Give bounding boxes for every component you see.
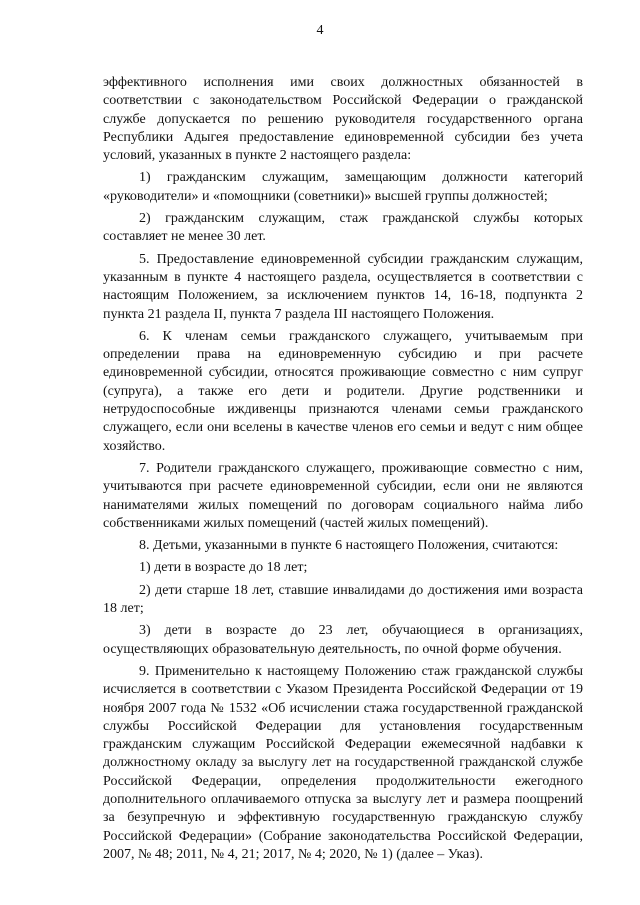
paragraph-item-9: 9. Применительно к настоящему Положению стаж гражданской службы исчисляется в соответствии с Указом Президента Российской Федерации от 19 ноября 2007 года № 1532 «Об исчислении стажа государственной гражданской службы Российской Федерации для установления государственным гражданским служащим Российской Федерации ежемесячной надбавки к должностному окладу за выслугу лет на государственной гражданской службе Российской Федерации, определения продолжительности ежегодного дополнительного оплачиваемого отпуска за выслугу лет и размера поощрений за безупречную и эффективную государственную гражданскую службу Российской Федерации» (Собрание законодательства Российской Федерации, 2007, № 48; 2011, № 4, 21; 2017, № 4; 2020, № 1) (далее – Указ). xyxy=(103,663,583,862)
page-number: 4 xyxy=(316,23,324,38)
list-item-leaders: 1) гражданским служащим, замещающим должности категорий «руководители» и «помощники (советники)» высшей группы должностей; xyxy=(103,170,583,204)
paragraph-item-6: 6. К членам семьи гражданского служащего, учитываемым при определении права на единовременную субсидию и при расчете единовременной субсидии, относятся проживающие совместно с ним супруг (супруга), а также его дети и родители. Другие родственники и нетрудоспособные иждивенцы признаются членами семьи гражданского служащего, если они вселены в качестве членов его семьи и ведут с ним общее хозяйство. xyxy=(103,328,583,454)
paragraph-item-7: 7. Родители гражданского служащего, проживающие совместно с ним, учитываются при расчете единовременной субсидии, если они не являются нанимателями жилых помещений по договорам социального найма либо собственниками жилых помещений (частей жилых помещений). xyxy=(103,460,583,531)
paragraph-item-8: 8. Детьми, указанными в пункте 6 настоящего Положения, считаются: xyxy=(139,538,559,554)
list-item-children-disabled: 2) дети старше 18 лет, ставшие инвалидами до достижения ими возраста 18 лет; xyxy=(103,582,583,617)
paragraph-item-5: 5. Предоставление единовременной субсидии гражданским служащим, указанным в пункте 4 настоящего раздела, осуществляется в соответствии с настоящим Положением, за исключением пунктов 14, 16-18, подпункта 2 пункта 21 раздела II, пункта 7 раздела III настоящего Положения. xyxy=(103,251,583,322)
list-item-children-students: 3) дети в возрасте до 23 лет, обучающиеся в организациях, осуществляющих образовательную деятельность, по очной форме обучения. xyxy=(103,623,583,657)
list-item-children-under-18: 1) дети в возрасте до 18 лет; xyxy=(139,560,308,576)
paragraph-continuation: эффективного исполнения ими своих должностных обязанностей в соответствии с законодательством Российской Федерации о гражданской службе допускается по решению руководителя государственного органа Республики Адыгея предоставление единовременной субсидии без учета условий, указанных в пункте 2 настоящего раздела: xyxy=(103,75,583,164)
list-item-service-30-years: 2) гражданским служащим, стаж гражданской службы которых составляет не менее 30 лет. xyxy=(103,211,583,245)
document-body xyxy=(103,74,583,868)
